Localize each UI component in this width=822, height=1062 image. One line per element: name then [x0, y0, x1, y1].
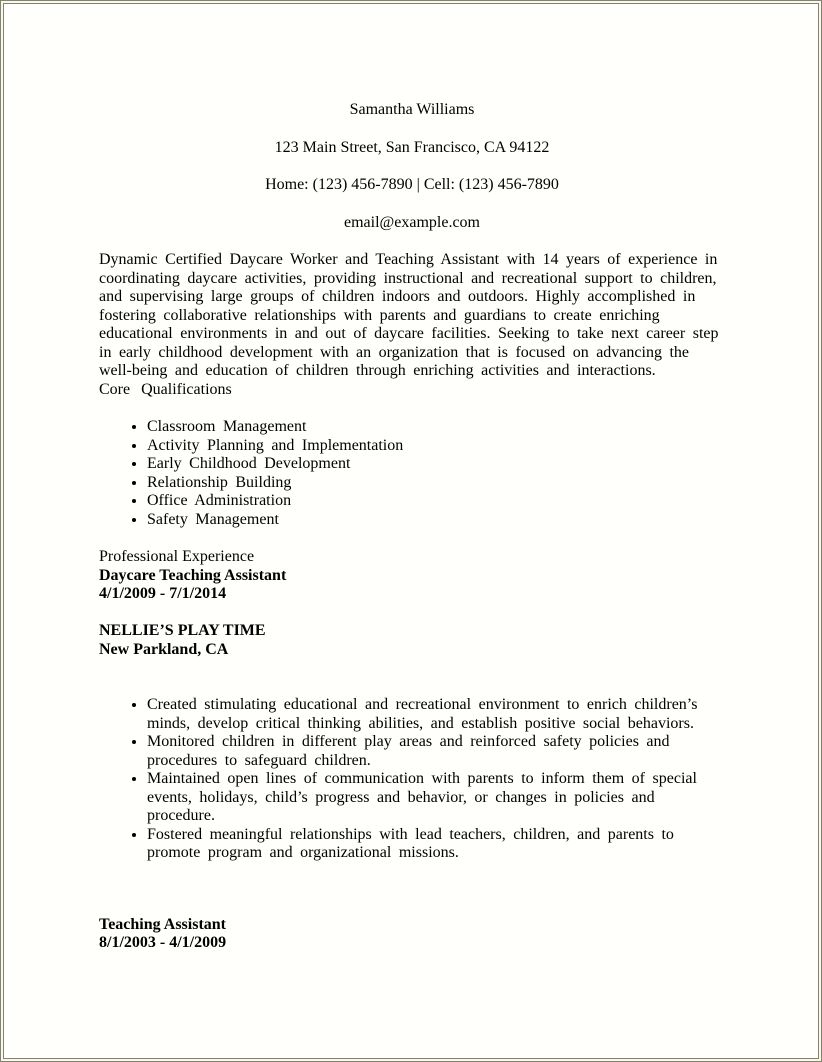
core-qualification-item: • Office Administration — [147, 492, 725, 511]
job1-duties-list — [99, 696, 725, 863]
core-qualification-item: • Activity Planning and Implementation — [147, 437, 725, 456]
core-qualifications-list — [99, 418, 725, 529]
job-duty-item: • Fostered meaningful relationships with lead teachers, children, and parents to promote program and organizational missions. — [147, 826, 725, 863]
candidate-address: 123 Main Street, San Francisco, CA 94122 — [274, 138, 550, 156]
job1-location: New Parkland, CA — [99, 640, 229, 658]
job1-title: Daycare Teaching Assistant — [99, 566, 287, 584]
experience-section-label: Professional Experience — [99, 548, 255, 565]
job2-title: Teaching Assistant — [99, 915, 226, 933]
job1-dates: 4/1/2009 - 7/1/2014 — [99, 585, 227, 602]
job-duty-item: • Monitored children in different play areas and reinforced safety policies and procedures to safeguard children. — [147, 733, 725, 770]
core-qualification-item: • Relationship Building — [147, 474, 725, 493]
resume-page — [3, 3, 819, 1059]
candidate-name: Samantha Williams — [349, 101, 475, 118]
core-qualifications-heading: Core Qualifications — [99, 380, 232, 398]
job1-company: NELLIE’S PLAY TIME — [99, 622, 266, 639]
core-qualification-item: • Classroom Management — [147, 418, 725, 437]
candidate-email: email@example.com — [343, 213, 480, 231]
summary-paragraph: Dynamic Certified Daycare Worker and Teaching Assistant with 14 years of experience in coordinating daycare activities, providing instructional and recreational support to children, and supervising large groups of children indoors and outdoors. Highly accomplished in fostering collaborative relationships with parents and guardians to create enriching educational environments in and out of daycare facilities. Seeking to take next career step in early childhood development with an organization that is focused on advancing the well-being and education of children through enriching activities and interactions. — [99, 251, 719, 379]
job-duty-item: • Created stimulating educational and recreational environment to enrich children’s minds, develop critical thinking abilities, and establish positive social behaviors. — [147, 696, 725, 733]
job2-dates: 8/1/2003 - 4/1/2009 — [99, 934, 227, 951]
core-qualification-item: • Safety Management — [147, 511, 725, 530]
candidate-phone-line: Home: (123) 456-7890 | Cell: (123) 456-7890 — [265, 176, 559, 193]
core-qualification-item: • Early Childhood Development — [147, 455, 725, 474]
job-duty-item: • Maintained open lines of communication with parents to inform them of special events, holidays, child’s progress and behavior, or changes in policies and procedure. — [147, 770, 725, 826]
